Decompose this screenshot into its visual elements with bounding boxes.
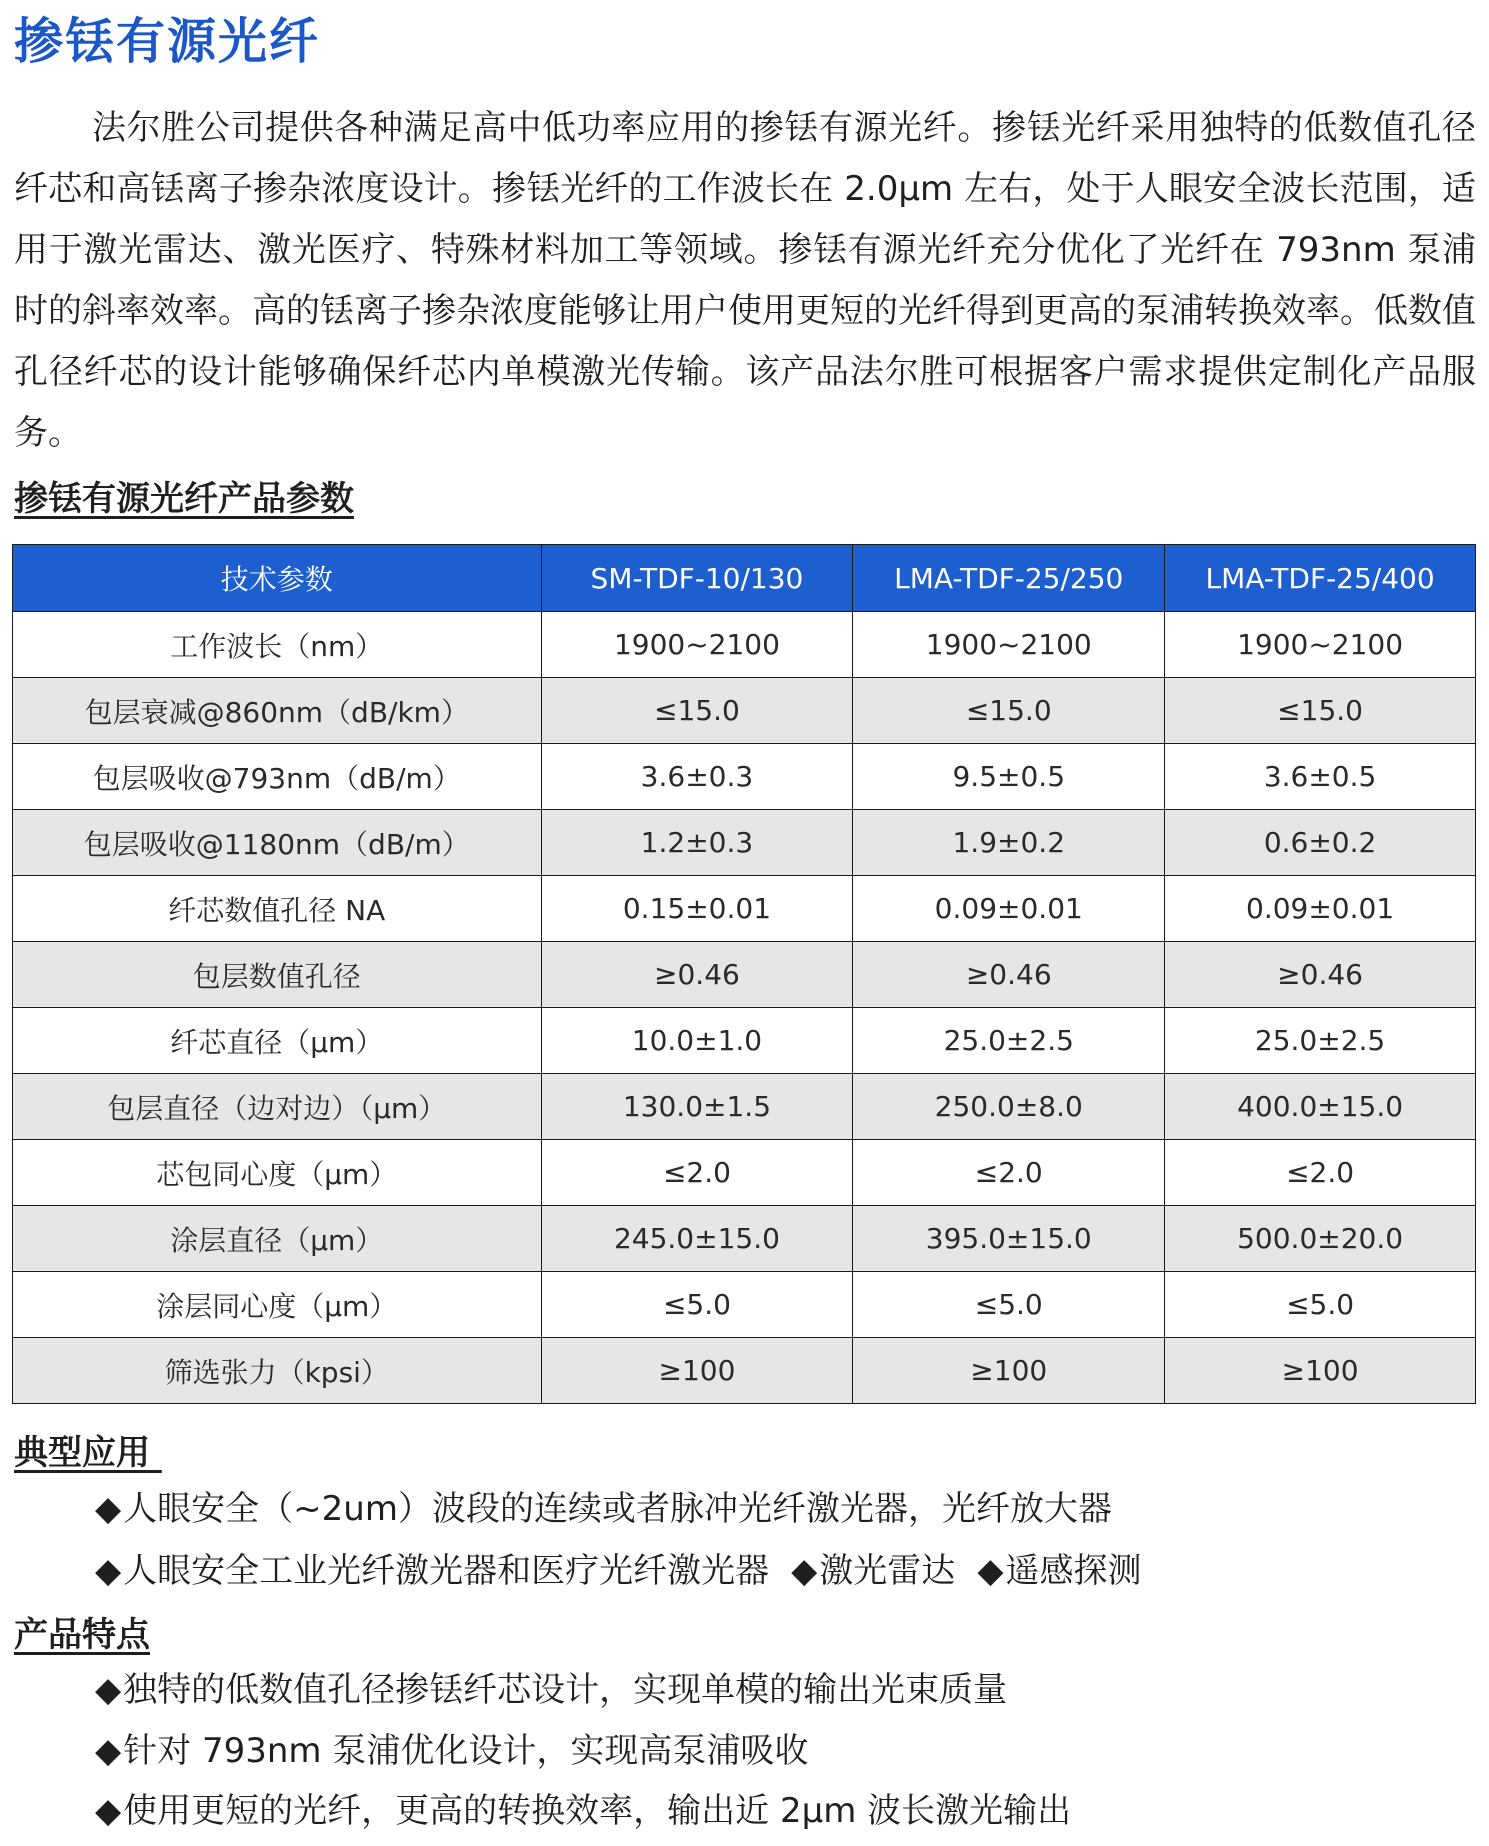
- table-cell: 1900~2100: [853, 612, 1165, 678]
- diamond-bullet-icon: ◆: [95, 1731, 122, 1771]
- table-cell: 3.6±0.5: [1165, 744, 1476, 810]
- application-text: 人眼安全（~2um）波段的连续或者脉冲光纤激光器，光纤放大器: [123, 1489, 1112, 1529]
- table-cell: 0.6±0.2: [1165, 810, 1476, 876]
- table-cell: ≤5.0: [853, 1272, 1165, 1338]
- table-cell: ≥100: [1165, 1338, 1476, 1404]
- table-cell: 25.0±2.5: [853, 1008, 1165, 1074]
- header-lma-tdf-25-400: LMA-TDF-25/400: [1165, 545, 1476, 612]
- table-cell: 0.09±0.01: [853, 876, 1165, 942]
- table-row: [13, 876, 1476, 942]
- applications-heading: 典型应用: [14, 1433, 162, 1473]
- feature-text: 针对 793nm 泵浦优化设计，实现高泵浦吸收: [123, 1731, 809, 1771]
- param-name: 包层数值孔径: [13, 942, 542, 1008]
- table-cell: 1900~2100: [541, 612, 853, 678]
- table-cell: 500.0±20.0: [1165, 1206, 1476, 1272]
- table-row: [13, 612, 1476, 678]
- table-cell: ≤5.0: [541, 1272, 853, 1338]
- param-name: 筛选张力（kpsi）: [13, 1338, 542, 1404]
- param-name: 包层吸收@1180nm（dB/m）: [13, 810, 542, 876]
- table-cell: ≥0.46: [853, 942, 1165, 1008]
- param-name: 包层直径（边对边）（μm）: [13, 1074, 542, 1140]
- diamond-bullet-icon: ◆: [95, 1489, 122, 1529]
- table-cell: 395.0±15.0: [853, 1206, 1165, 1272]
- table-cell: ≤15.0: [541, 678, 853, 744]
- feature-item: [95, 1786, 1071, 1836]
- param-name: 工作波长（nm）: [13, 612, 542, 678]
- table-row: [13, 810, 1476, 876]
- param-name: 纤芯数值孔径 NA: [13, 876, 542, 942]
- table-header-row: [13, 545, 1476, 612]
- table-cell: 1.2±0.3: [541, 810, 853, 876]
- page-title: 掺铥有源光纤: [14, 13, 321, 70]
- table-row: [13, 744, 1476, 810]
- feature-item: [95, 1726, 808, 1776]
- table-cell: ≤5.0: [1165, 1272, 1476, 1338]
- table-cell: ≤15.0: [1165, 678, 1476, 744]
- table-cell: 10.0±1.0: [541, 1008, 853, 1074]
- header-sm-tdf-10-130: SM-TDF-10/130: [541, 545, 853, 612]
- diamond-bullet-icon: ◆: [977, 1551, 1004, 1591]
- table-cell: ≥0.46: [1165, 942, 1476, 1008]
- table-cell: 245.0±15.0: [541, 1206, 853, 1272]
- table-cell: ≥100: [541, 1338, 853, 1404]
- param-name: 涂层直径（μm）: [13, 1206, 542, 1272]
- application-text: 人眼安全工业光纤激光器和医疗光纤激光器: [123, 1551, 770, 1591]
- table-cell: ≥0.46: [541, 942, 853, 1008]
- table-cell: 0.15±0.01: [541, 876, 853, 942]
- table-row: [13, 1206, 1476, 1272]
- table-row: [13, 1074, 1476, 1140]
- param-name: 涂层同心度（μm）: [13, 1272, 542, 1338]
- table-cell: 250.0±8.0: [853, 1074, 1165, 1140]
- table-row: [13, 1338, 1476, 1404]
- param-name: 包层吸收@793nm（dB/m）: [13, 744, 542, 810]
- application-item: [95, 1484, 1112, 1534]
- params-heading: 掺铥有源光纤产品参数: [14, 479, 354, 519]
- table-row: [13, 942, 1476, 1008]
- spec-table: [12, 544, 1476, 1404]
- table-row: [13, 1272, 1476, 1338]
- table-cell: 3.6±0.3: [541, 744, 853, 810]
- table-cell: 25.0±2.5: [1165, 1008, 1476, 1074]
- diamond-bullet-icon: ◆: [95, 1791, 122, 1831]
- intro-paragraph: 法尔胜公司提供各种满足高中低功率应用的掺铥有源光纤。掺铥光纤采用独特的低数值孔径纤芯和高铥离子掺杂浓度设计。掺铥光纤的工作波长在 2.0μm 左右，处于人眼安全波长范围，适用于激光雷达、激光医疗、特殊材料加工等领域。掺铥有源光纤充分优化了光纤在 793nm 泵浦时的斜率效率。高的铥离子掺杂浓度能够让用户使用更短的光纤得到更高的泵浦转换效率。低数值孔径纤芯的设计能够确保纤芯内单模激光传输。该产品法尔胜可根据客户需求提供定制化产品服务。: [14, 108, 1476, 453]
- table-cell: 1.9±0.2: [853, 810, 1165, 876]
- table-cell: 400.0±15.0: [1165, 1074, 1476, 1140]
- param-name: 纤芯直径（μm）: [13, 1008, 542, 1074]
- table-cell: ≤15.0: [853, 678, 1165, 744]
- application-text: 激光雷达: [819, 1551, 956, 1591]
- table-cell: ≤2.0: [853, 1140, 1165, 1206]
- application-item: [95, 1546, 1163, 1596]
- table-cell: ≤2.0: [1165, 1140, 1476, 1206]
- table-cell: 1900~2100: [1165, 612, 1476, 678]
- diamond-bullet-icon: ◆: [791, 1551, 818, 1591]
- param-name: 包层衰减@860nm（dB/km）: [13, 678, 542, 744]
- param-name: 芯包同心度（μm）: [13, 1140, 542, 1206]
- table-cell: 9.5±0.5: [853, 744, 1165, 810]
- feature-text: 独特的低数值孔径掺铥纤芯设计，实现单模的输出光束质量: [123, 1670, 1008, 1710]
- table-cell: ≥100: [853, 1338, 1165, 1404]
- table-row: [13, 1008, 1476, 1074]
- table-cell: ≤2.0: [541, 1140, 853, 1206]
- diamond-bullet-icon: ◆: [95, 1670, 122, 1710]
- feature-text: 使用更短的光纤，更高的转换效率，输出近 2μm 波长激光输出: [123, 1791, 1072, 1831]
- table-cell: 130.0±1.5: [541, 1074, 853, 1140]
- table-cell: 0.09±0.01: [1165, 876, 1476, 942]
- feature-item: [95, 1665, 1007, 1715]
- application-text: 遥感探测: [1005, 1551, 1142, 1591]
- diamond-bullet-icon: ◆: [95, 1551, 122, 1591]
- table-row: [13, 1140, 1476, 1206]
- header-lma-tdf-25-250: LMA-TDF-25/250: [853, 545, 1165, 612]
- table-row: [13, 678, 1476, 744]
- header-param: 技术参数: [13, 545, 542, 612]
- features-heading: 产品特点: [14, 1615, 150, 1655]
